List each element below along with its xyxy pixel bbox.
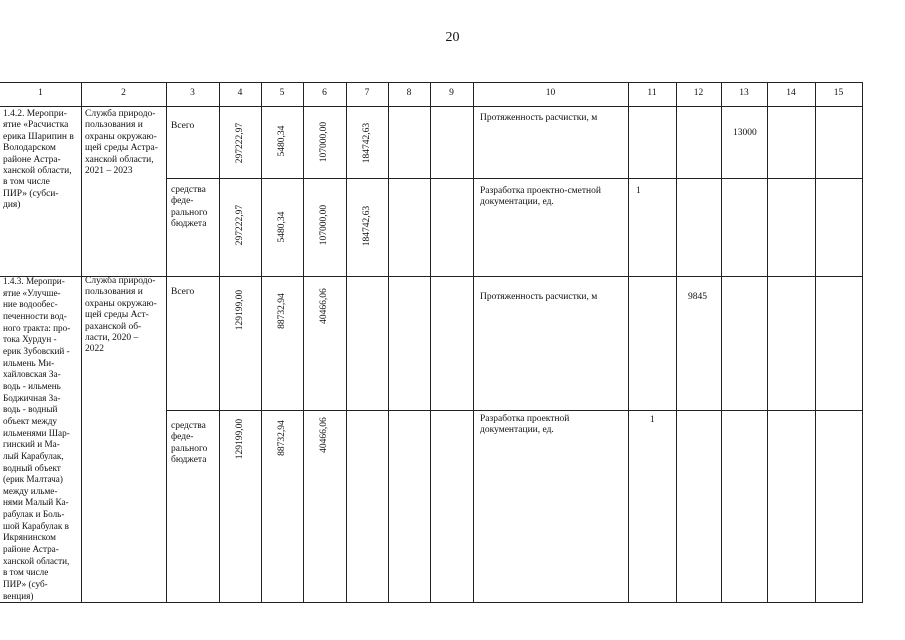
- funding-source-cell: средства феде- рального бюджета: [171, 421, 208, 466]
- value-col5: 88732,94: [277, 293, 287, 329]
- col-border: [81, 82, 82, 603]
- page-number: 20: [445, 30, 460, 45]
- header-divider: [0, 106, 863, 107]
- column-header: 3: [190, 88, 195, 98]
- column-header: 6: [322, 88, 327, 98]
- col-border: [219, 82, 220, 603]
- value-col6: 40466,06: [319, 417, 329, 453]
- indicator-cell: Протяженность расчистки, м: [480, 292, 598, 302]
- col-border: [676, 82, 677, 603]
- executor-cell: Служба природо- пользования и охраны окружаю- щей среды Аст- раханской об- ласти, 2020 – 2022: [85, 276, 157, 355]
- col-border: [346, 82, 347, 603]
- funding-source-cell: средства феде- рального бюджета: [171, 185, 208, 230]
- value-col6: 107000,00: [319, 204, 329, 246]
- table-border-top: [0, 82, 863, 83]
- value-col5: 5480,34: [277, 125, 287, 157]
- value-col4: 129199,00: [235, 418, 245, 460]
- indicator-cell: Разработка проектно-сметной документации, ед.: [480, 186, 601, 208]
- column-header: 11: [647, 88, 657, 98]
- value-col5: 88732,94: [277, 420, 287, 456]
- table-border-right: [862, 82, 863, 603]
- value-col7: 184742,63: [362, 205, 372, 247]
- col-border: [303, 82, 304, 603]
- value-col4: 297222,97: [235, 122, 245, 164]
- column-header: 12: [693, 88, 704, 98]
- value-col7: 184742,63: [362, 122, 372, 164]
- column-header: 2: [121, 88, 126, 98]
- funding-source-cell: Всего: [171, 121, 195, 131]
- col-border: [767, 82, 768, 603]
- column-header: 13: [739, 88, 749, 98]
- col-border: [430, 82, 431, 603]
- value-col4: 129199,00: [235, 289, 245, 331]
- subrow-divider: [166, 410, 863, 411]
- column-header: 10: [545, 88, 556, 98]
- col-border: [721, 82, 722, 603]
- activity-cell: 1.4.3. Меропри- ятие «Улучше- ние водообес- печенности вод- ного тракта: про- тока Хурдун - ерик Зубовский - ильмень Ми- хайловская За- водь - ильмень Боджичная За- водь - водный объект между ильменями Шар- гинский и Ма- лый Карабулак, водный объект (ерик Малтача) между ильме- нями Малый Ка- рабулак и Боль- шой Карабулак в Икрянинском районе Астра- ханской области, в том числе ПИР» (суб- венция): [3, 276, 71, 601]
- column-header: 15: [833, 88, 844, 98]
- value-col5: 5480,34: [277, 211, 287, 243]
- value-col6: 40466,06: [319, 288, 329, 324]
- executor-cell: Служба природо- пользования и охраны окружаю- щей среды Астра- ханской области, 2021 – 2023: [85, 109, 158, 177]
- col-border: [815, 82, 816, 603]
- column-header: 4: [237, 88, 243, 98]
- value-col12: 9845: [688, 292, 707, 302]
- funding-source-cell: Всего: [171, 287, 195, 297]
- value-col13: 13000: [733, 128, 757, 138]
- value-col6: 107000,00: [319, 121, 329, 163]
- column-header: 5: [279, 88, 285, 98]
- value-col4: 297222,97: [235, 204, 245, 246]
- col-border: [261, 82, 262, 603]
- col-border: [628, 82, 629, 603]
- column-header: 7: [364, 88, 370, 98]
- value-col11: 1: [650, 415, 655, 425]
- column-header: 14: [786, 88, 796, 98]
- col-border: [166, 82, 167, 603]
- value-col11: 1: [636, 186, 641, 196]
- activity-cell: 1.4.2. Меропри- ятие «Расчистка ерика Шарипин в Володарском районе Астра- ханской области, в том числе ПИР» (субси- дия): [3, 109, 74, 211]
- column-header: 1: [38, 88, 43, 98]
- subrow-divider: [166, 178, 863, 179]
- column-header: 8: [406, 88, 412, 98]
- col-border: [473, 82, 474, 603]
- col-border: [388, 82, 389, 603]
- column-header: 9: [449, 88, 454, 98]
- indicator-cell: Протяженность расчистки, м: [480, 113, 598, 123]
- table-border-bottom: [0, 602, 863, 603]
- indicator-cell: Разработка проектной документации, ед.: [480, 414, 570, 436]
